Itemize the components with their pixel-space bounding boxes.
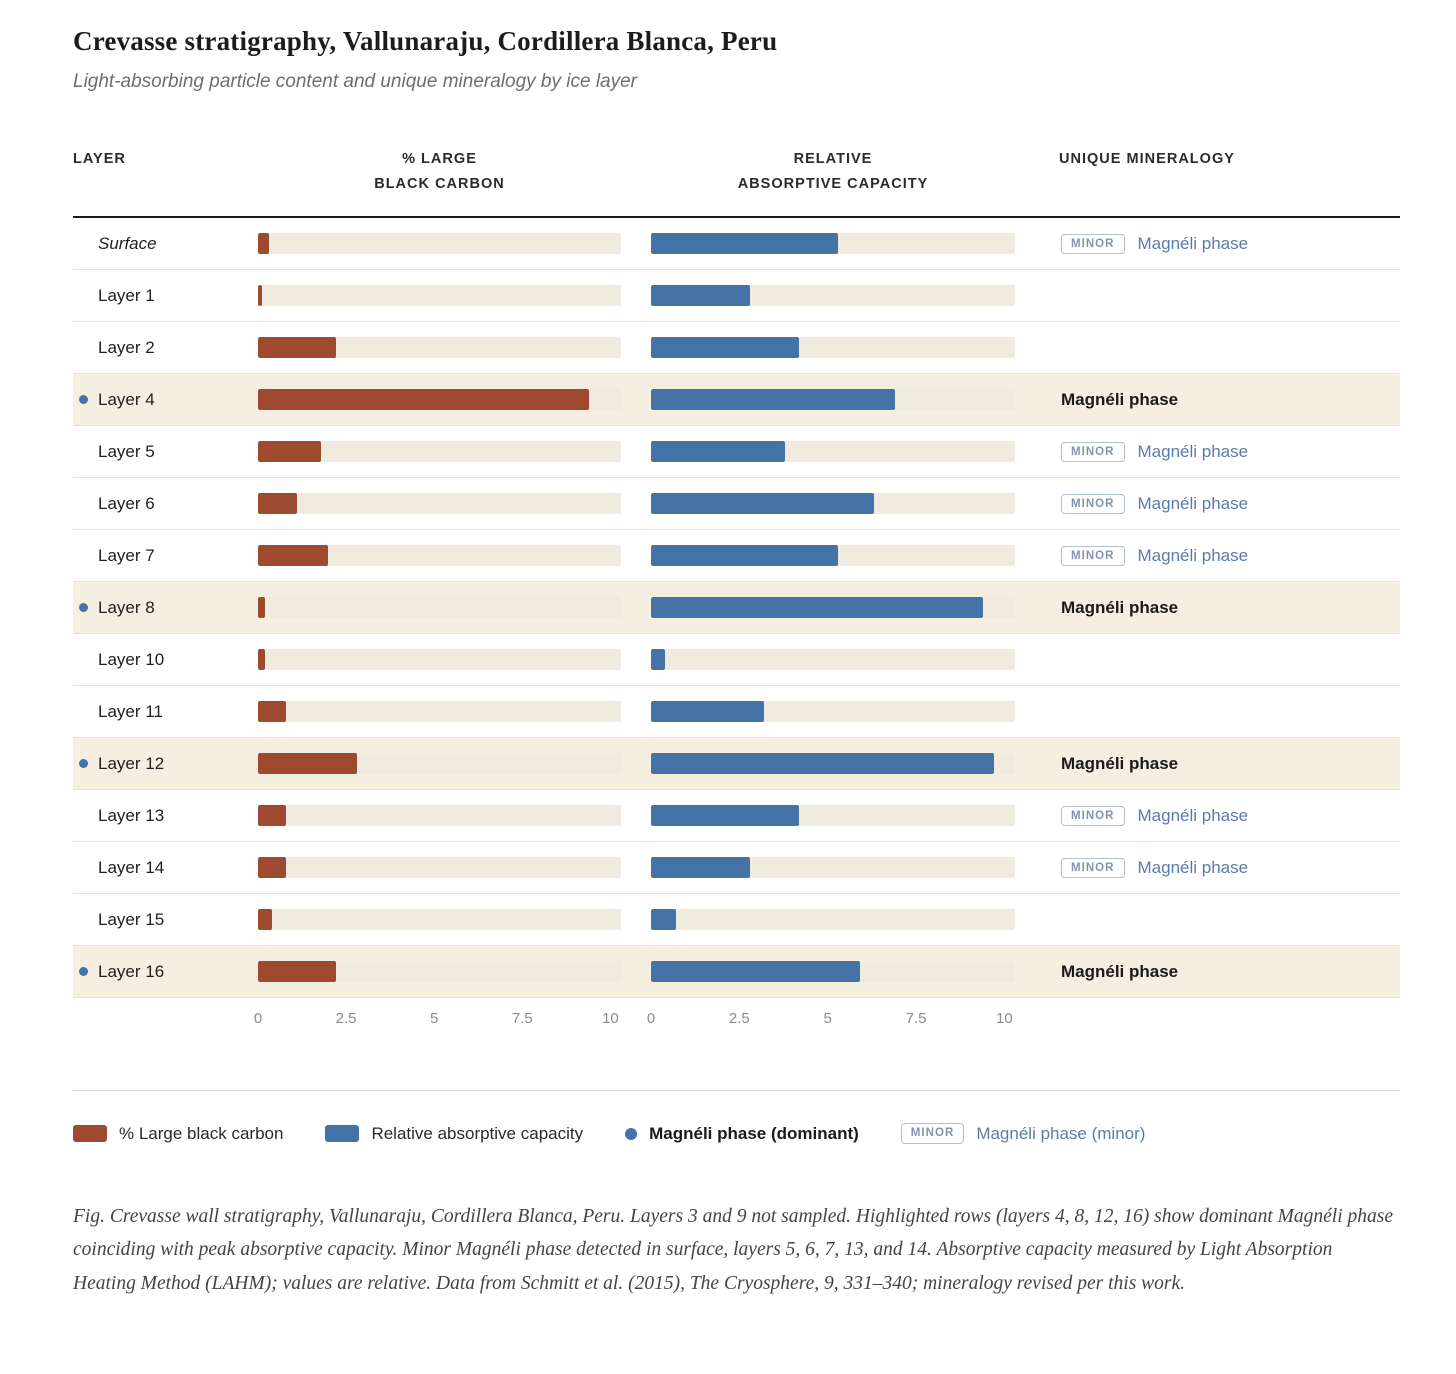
black-carbon-track bbox=[258, 961, 621, 982]
black-carbon-track bbox=[258, 337, 621, 358]
legend-divider bbox=[73, 1090, 1400, 1091]
mineralogy-minor bbox=[1061, 806, 1248, 827]
mineralogy-cell bbox=[1059, 598, 1400, 618]
minor-badge: MINOR bbox=[1061, 494, 1125, 515]
black-carbon-track bbox=[258, 441, 621, 462]
black-carbon-bar bbox=[258, 493, 297, 514]
mineralogy-minor bbox=[1061, 494, 1248, 515]
black-carbon-bar bbox=[258, 337, 336, 358]
layer-label-cell bbox=[73, 806, 258, 826]
axis-tick: 10 bbox=[996, 1010, 1013, 1028]
table-row bbox=[73, 686, 1400, 738]
layer-label-cell bbox=[73, 494, 258, 514]
absorptive-bar bbox=[651, 441, 785, 462]
layer-label-cell bbox=[73, 858, 258, 878]
layer-label: Layer 7 bbox=[98, 545, 155, 565]
table-row bbox=[73, 634, 1400, 686]
mineralogy-cell bbox=[1059, 754, 1400, 774]
mineralogy-label: Magnéli phase bbox=[1137, 233, 1249, 253]
black-carbon-bar bbox=[258, 233, 269, 254]
layer-label: Layer 15 bbox=[98, 909, 165, 929]
table-row bbox=[73, 322, 1400, 374]
layer-label-cell bbox=[73, 234, 258, 254]
layer-label-cell bbox=[73, 546, 258, 566]
absorptive-axis bbox=[646, 1010, 1015, 1050]
absorptive-track bbox=[651, 441, 1015, 462]
black-carbon-bar bbox=[258, 961, 336, 982]
absorptive-track bbox=[651, 649, 1015, 670]
minor-badge: MINOR bbox=[1061, 546, 1125, 567]
absorptive-bar bbox=[651, 597, 983, 618]
legend-item-black-carbon: % Large black carbon bbox=[73, 1124, 283, 1144]
absorptive-bar bbox=[651, 805, 799, 826]
absorptive-track bbox=[651, 337, 1015, 358]
layer-label: Layer 12 bbox=[98, 753, 165, 773]
mineralogy-label-dominant: Magnéli phase bbox=[1061, 389, 1179, 409]
mineralogy-label: Magnéli phase bbox=[1137, 441, 1249, 461]
table-row bbox=[73, 218, 1400, 270]
absorptive-track bbox=[651, 857, 1015, 878]
absorptive-track bbox=[651, 753, 1015, 774]
absorptive-track bbox=[651, 389, 1015, 410]
mineralogy-cell bbox=[1059, 806, 1400, 827]
black-carbon-bar bbox=[258, 545, 328, 566]
layer-label-cell bbox=[73, 598, 258, 618]
legend-item-dominant: Magnéli phase (dominant) bbox=[625, 1124, 859, 1144]
layer-label-cell bbox=[73, 650, 258, 670]
absorptive-track bbox=[651, 597, 1015, 618]
black-carbon-bar bbox=[258, 649, 265, 670]
layer-label: Surface bbox=[98, 233, 157, 253]
table-row bbox=[73, 374, 1400, 426]
mineralogy-label: Magnéli phase bbox=[1137, 493, 1249, 513]
absorptive-bar bbox=[651, 285, 750, 306]
legend-item-absorptive: Relative absorptive capacity bbox=[325, 1124, 583, 1144]
black-carbon-track bbox=[258, 389, 621, 410]
axis-tick: 5 bbox=[823, 1010, 832, 1028]
absorptive-track bbox=[651, 961, 1015, 982]
axis-tick: 10 bbox=[602, 1010, 619, 1028]
dominant-dot-icon bbox=[79, 759, 88, 768]
mineralogy-minor bbox=[1061, 442, 1248, 463]
axis-tick: 0 bbox=[253, 1010, 263, 1028]
layer-label: Layer 1 bbox=[98, 285, 155, 305]
layer-label: Layer 5 bbox=[98, 441, 155, 461]
absorptive-bar bbox=[651, 337, 799, 358]
absorptive-bar bbox=[651, 753, 994, 774]
dominant-dot-icon bbox=[625, 1128, 637, 1140]
black-carbon-track bbox=[258, 545, 621, 566]
black-carbon-bar bbox=[258, 441, 321, 462]
axis-tick: 5 bbox=[430, 1010, 439, 1028]
table-row bbox=[73, 270, 1400, 322]
layer-label-cell bbox=[73, 390, 258, 410]
black-carbon-track bbox=[258, 285, 621, 306]
black-carbon-bar bbox=[258, 285, 262, 306]
black-carbon-track bbox=[258, 233, 621, 254]
layer-label-cell bbox=[73, 962, 258, 982]
layer-label: Layer 6 bbox=[98, 493, 155, 513]
table-row bbox=[73, 530, 1400, 582]
black-carbon-bar bbox=[258, 701, 286, 722]
mineralogy-cell bbox=[1059, 442, 1400, 463]
absorptive-bar bbox=[651, 389, 895, 410]
mineralogy-cell bbox=[1059, 390, 1400, 410]
absorptive-bar bbox=[651, 909, 676, 930]
black-carbon-bar bbox=[258, 753, 357, 774]
black-carbon-axis bbox=[253, 1010, 621, 1050]
table-row bbox=[73, 738, 1400, 790]
mineralogy-label: Magnéli phase bbox=[1137, 805, 1249, 825]
layer-label-cell bbox=[73, 442, 258, 462]
black-carbon-track bbox=[258, 597, 621, 618]
minor-badge: MINOR bbox=[1061, 234, 1125, 255]
axis-tick: 7.5 bbox=[905, 1010, 927, 1028]
mineralogy-cell bbox=[1059, 234, 1400, 255]
absorptive-bar bbox=[651, 493, 874, 514]
minor-badge: MINOR bbox=[901, 1123, 965, 1144]
black-carbon-track bbox=[258, 493, 621, 514]
axis-tick: 0 bbox=[646, 1010, 656, 1028]
absorptive-bar bbox=[651, 649, 665, 670]
table-row bbox=[73, 426, 1400, 478]
layer-label-cell bbox=[73, 286, 258, 306]
absorptive-track bbox=[651, 701, 1015, 722]
legend bbox=[73, 1123, 1400, 1144]
layer-label: Layer 4 bbox=[98, 389, 155, 409]
mineralogy-label-dominant: Magnéli phase bbox=[1061, 753, 1179, 773]
mineralogy-minor bbox=[1061, 234, 1248, 255]
mineralogy-label: Magnéli phase bbox=[1137, 857, 1249, 877]
absorptive-swatch-icon bbox=[325, 1125, 359, 1142]
dominant-dot-icon bbox=[79, 603, 88, 612]
minor-badge: MINOR bbox=[1061, 858, 1125, 879]
dominant-dot-icon bbox=[79, 967, 88, 976]
mineralogy-cell bbox=[1059, 546, 1400, 567]
mineralogy-minor bbox=[1061, 546, 1248, 567]
minor-badge: MINOR bbox=[1061, 806, 1125, 827]
layer-label-cell bbox=[73, 702, 258, 722]
axis-tick: 7.5 bbox=[511, 1010, 533, 1028]
layer-label-cell bbox=[73, 754, 258, 774]
minor-badge: MINOR bbox=[1061, 442, 1125, 463]
column-header-mineralogy: UNIQUE MINERALOGY bbox=[1059, 151, 1235, 167]
layer-label: Layer 2 bbox=[98, 337, 155, 357]
layer-label: Layer 16 bbox=[98, 961, 165, 981]
axis-tick: 2.5 bbox=[335, 1010, 357, 1028]
absorptive-track bbox=[651, 233, 1015, 254]
absorptive-bar bbox=[651, 961, 860, 982]
black-carbon-track bbox=[258, 805, 621, 826]
absorptive-track bbox=[651, 805, 1015, 826]
layer-label: Layer 10 bbox=[98, 649, 165, 669]
absorptive-bar bbox=[651, 233, 838, 254]
black-carbon-swatch-icon bbox=[73, 1125, 107, 1142]
black-carbon-track bbox=[258, 753, 621, 774]
absorptive-bar bbox=[651, 545, 838, 566]
mineralogy-cell bbox=[1059, 494, 1400, 515]
page-title: Crevasse stratigraphy, Vallunaraju, Cordillera Blanca, Peru bbox=[73, 26, 778, 56]
table-row bbox=[73, 842, 1400, 894]
axis-row bbox=[73, 998, 1400, 1050]
absorptive-track bbox=[651, 285, 1015, 306]
axis-tick: 2.5 bbox=[728, 1010, 750, 1028]
black-carbon-bar bbox=[258, 909, 272, 930]
mineralogy-cell bbox=[1059, 962, 1400, 982]
black-carbon-track bbox=[258, 909, 621, 930]
layer-label: Layer 13 bbox=[98, 805, 165, 825]
dominant-dot-icon bbox=[79, 395, 88, 404]
black-carbon-bar bbox=[258, 597, 265, 618]
mineralogy-label-dominant: Magnéli phase bbox=[1061, 597, 1179, 617]
black-carbon-track bbox=[258, 857, 621, 878]
page-subtitle: Light-absorbing particle content and unique mineralogy by ice layer bbox=[73, 71, 638, 92]
layer-label: Layer 8 bbox=[98, 597, 155, 617]
table-row bbox=[73, 582, 1400, 634]
absorptive-track bbox=[651, 545, 1015, 566]
black-carbon-bar bbox=[258, 857, 286, 878]
table-row bbox=[73, 790, 1400, 842]
layer-label: Layer 11 bbox=[98, 701, 163, 721]
black-carbon-bar bbox=[258, 805, 286, 826]
figure-caption: Fig. Crevasse wall stratigraphy, Vallunaraju, Cordillera Blanca, Peru. Layers 3 and 9 not sampled. Highlighted rows (layers 4, 8, 12, 16) show dominant Magnéli phase coinciding with peak absorptive capacity. Minor Magnéli phase detected in surface, layers 5, 6, 7, 13, and 14. Absorptive capacity measured by Light Absorption Heating Method (LAHM); values are relative. Data from Schmitt et al. (2015), The Cryosphere, 9, 331–340; mineralogy revised per this work. bbox=[73, 1205, 1394, 1294]
layer-label-cell bbox=[73, 910, 258, 930]
column-header-layer: LAYER bbox=[73, 151, 126, 167]
column-header-absorptive: RELATIVE ABSORPTIVE CAPACITY bbox=[737, 151, 929, 192]
black-carbon-bar bbox=[258, 389, 589, 410]
mineralogy-label-dominant: Magnéli phase bbox=[1061, 961, 1179, 981]
legend-item-minor: MINOR Magnéli phase (minor) bbox=[901, 1123, 1146, 1144]
absorptive-track bbox=[651, 909, 1015, 930]
mineralogy-label: Magnéli phase bbox=[1137, 545, 1249, 565]
table-row bbox=[73, 478, 1400, 530]
table-row bbox=[73, 946, 1400, 998]
mineralogy-minor bbox=[1061, 858, 1248, 879]
table-row bbox=[73, 894, 1400, 946]
absorptive-track bbox=[651, 493, 1015, 514]
layer-label: Layer 14 bbox=[98, 857, 165, 877]
table-header bbox=[73, 147, 1400, 218]
absorptive-bar bbox=[651, 701, 764, 722]
black-carbon-track bbox=[258, 649, 621, 670]
layer-label-cell bbox=[73, 338, 258, 358]
absorptive-bar bbox=[651, 857, 750, 878]
column-header-black-carbon: % LARGE BLACK CARBON bbox=[374, 151, 505, 192]
black-carbon-track bbox=[258, 701, 621, 722]
table-body bbox=[73, 218, 1400, 998]
mineralogy-cell bbox=[1059, 858, 1400, 879]
